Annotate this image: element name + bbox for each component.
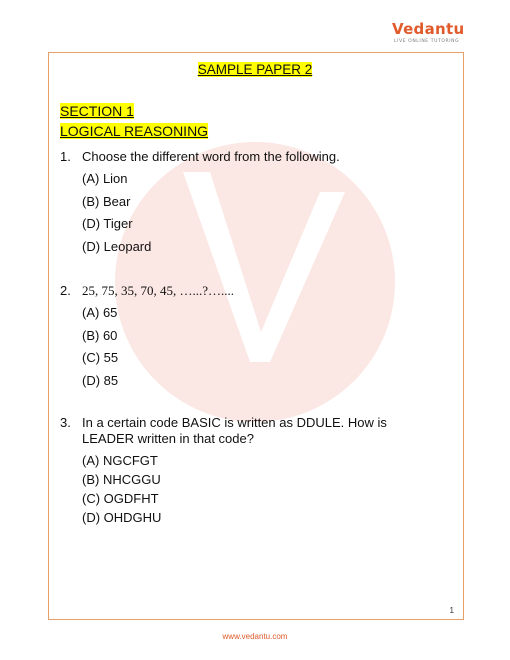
page-number: 1 xyxy=(449,606,454,615)
option: (B) 60 xyxy=(82,327,118,343)
option: (A) Lion xyxy=(82,171,128,186)
question-text: In a certain code BASIC is written as DDULE. How is LEADER written in that code? xyxy=(82,415,387,446)
option: (D) OHDGHU xyxy=(82,510,162,525)
question-text: Choose the different word from the following. xyxy=(82,149,340,164)
footer-url[interactable]: www.vedantu.com xyxy=(222,632,288,641)
section-subheading: LOGICAL REASONING xyxy=(60,123,209,139)
paper-title: SAMPLE PAPER 2 xyxy=(197,62,313,77)
option: (B) NHCGGU xyxy=(82,472,161,487)
question-3-options xyxy=(82,453,161,529)
question-number: 3. xyxy=(60,415,71,430)
question-2-options xyxy=(82,305,118,395)
brand-tagline: LIVE ONLINE TUTORING xyxy=(394,39,460,44)
brand-name: Vedantu xyxy=(392,20,465,38)
option: (B) Bear xyxy=(82,193,131,209)
option: (C) 55 xyxy=(82,350,119,365)
option: (D) Tiger xyxy=(82,216,133,231)
vedantu-logo xyxy=(392,20,466,50)
section-heading: SECTION 1 xyxy=(60,103,134,119)
question-number: 1. xyxy=(60,149,71,164)
option: (D) 85 xyxy=(82,372,119,388)
option: (A) 65 xyxy=(82,305,118,320)
option: (C) OGDFHT xyxy=(82,491,159,506)
question-number: 2. xyxy=(60,283,71,298)
question-text: 25, 75, 35, 70, 45, …...?….... xyxy=(82,283,235,298)
option: (A) NGCFGT xyxy=(82,453,158,468)
question-1-options xyxy=(82,171,151,261)
option: (D) Leopard xyxy=(82,238,152,254)
section-header xyxy=(60,101,208,141)
